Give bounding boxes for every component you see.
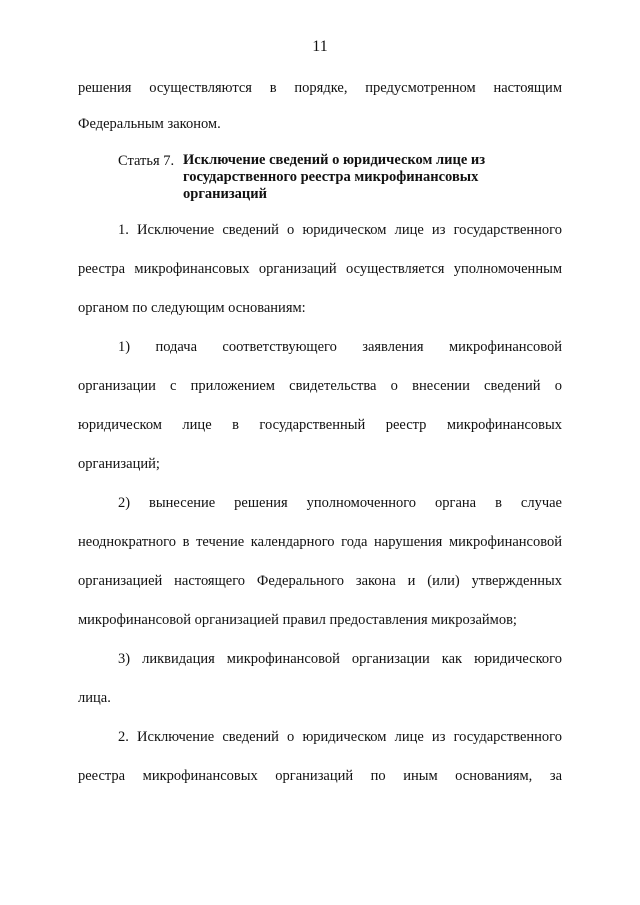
list-item-line: 2) вынесение решения уполномоченного органа в случае [118,495,562,511]
paragraph-line: реестра микрофинансовых организаций осуществляется уполномоченным [78,261,562,277]
list-item-line: организации с приложением свидетельства о внесении сведений о [78,378,562,394]
page-number: 11 [312,38,328,55]
article-title-line: организаций [183,186,267,202]
paragraph-line: 2. Исключение сведений о юридическом лице из государственного [118,729,562,745]
paragraph-line: 1. Исключение сведений о юридическом лице из государственного [118,222,562,238]
article-title-line: Исключение сведений о юридическом лице из [183,152,486,168]
list-item-line: организацией настоящего Федерального закона и (или) утвержденных [78,573,562,589]
list-item-line: юридическом лице в государственный реестр микрофинансовых [78,417,562,433]
list-item-line: организаций; [78,456,160,472]
list-item-line: 1) подача соответствующего заявления микрофинансовой [118,339,562,355]
list-item-line: лица. [78,690,111,706]
paragraph-line: органом по следующим основаниям: [78,300,306,316]
paragraph-line: реестра микрофинансовых организаций по иным основаниям, за [78,768,562,784]
text-line: Федеральным законом. [78,116,221,132]
article-title-line: государственного реестра микрофинансовых [183,169,479,185]
article-title [183,152,543,203]
text-line: решения осуществляются в порядке, предусмотренном настоящим [78,80,562,96]
list-item-line: микрофинансовой организацией правил предоставления микрозаймов; [78,612,517,628]
article-label: Статья 7. [118,153,175,169]
list-item-line: неоднократного в течение календарного года нарушения микрофинансовой [78,534,562,550]
list-item-line: 3) ликвидация микрофинансовой организации как юридического [118,651,562,667]
